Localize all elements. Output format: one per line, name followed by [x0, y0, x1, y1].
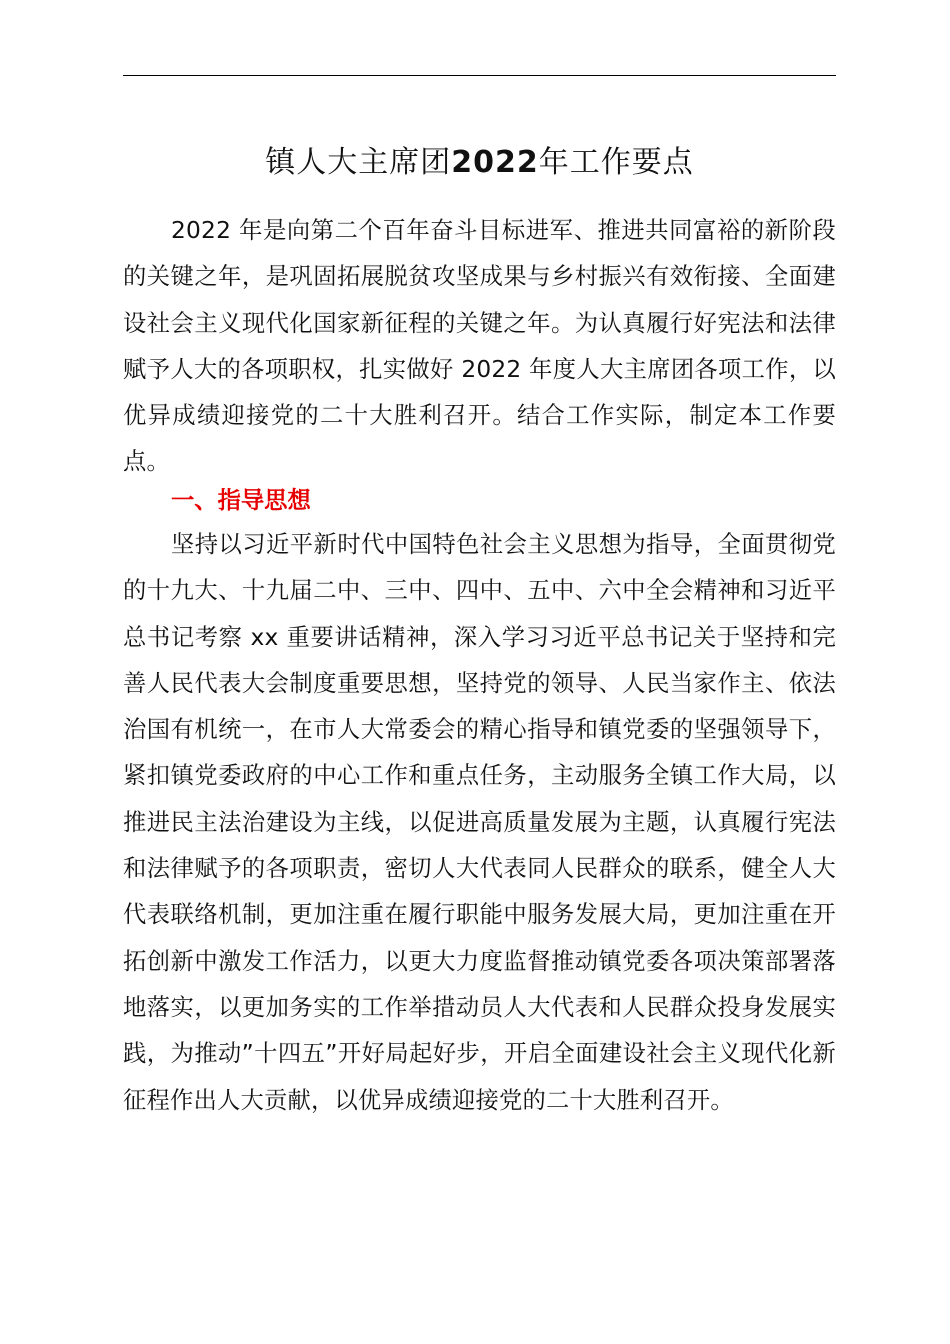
header-rule — [123, 75, 836, 76]
section-heading-guiding-ideology: 一、指导思想 — [171, 487, 311, 514]
section-paragraph-guiding-ideology: 坚持以习近平新时代中国特色社会主义思想为指导，全面贯彻党的十九大、十九届二中、三中、四中、五中、六中全会精神和习近平总书记考察 xx 重要讲话精神，深入学习习近平总书记关于坚持和完善人民代表大会制度重要思想，坚持党的领导、人民当家作主、依法治国有机统一，在市人大常委会的精心指导和镇党委的坚强领导下，紧扣镇党委政府的中心工作和重点任务，主动服务全镇工作大局，以推进民主法治建设为主线，以促进高质量发展为主题，认真履行宪法和法律赋予的各项职责，密切人大代表同人民群众的联系，健全人大代表联络机制，更加注重在履行职能中服务发展大局，更加注重在开拓创新中激发工作活力，以更大力度监督推动镇党委各项决策部署落地落实，以更加务实的工作举措动员人大代表和人民群众投身发展实践，为推动”十四五”开好局起好步，开启全面建设社会主义现代化新征程作出人大贡献，以优异成绩迎接党的二十大胜利召开。 — [123, 531, 836, 1114]
title-year: 2022 — [451, 145, 539, 180]
title-suffix: 年工作要点 — [538, 145, 694, 180]
intro-paragraph: 2022 年是向第二个百年奋斗目标进军、推进共同富裕的新阶段的关键之年，是巩固拓展脱贫攻坚成果与乡村振兴有效衔接、全面建设社会主义现代化国家新征程的关键之年。为认真履行好宪法和法律赋予人大的各项职权，扎实做好 2022 年度人大主席团各项工作，以优异成绩迎接党的二十大胜利召开。结合工作实际，制定本工作要点。 — [123, 217, 836, 476]
document-title — [123, 138, 836, 188]
title-prefix: 镇人大主席团 — [265, 145, 452, 180]
